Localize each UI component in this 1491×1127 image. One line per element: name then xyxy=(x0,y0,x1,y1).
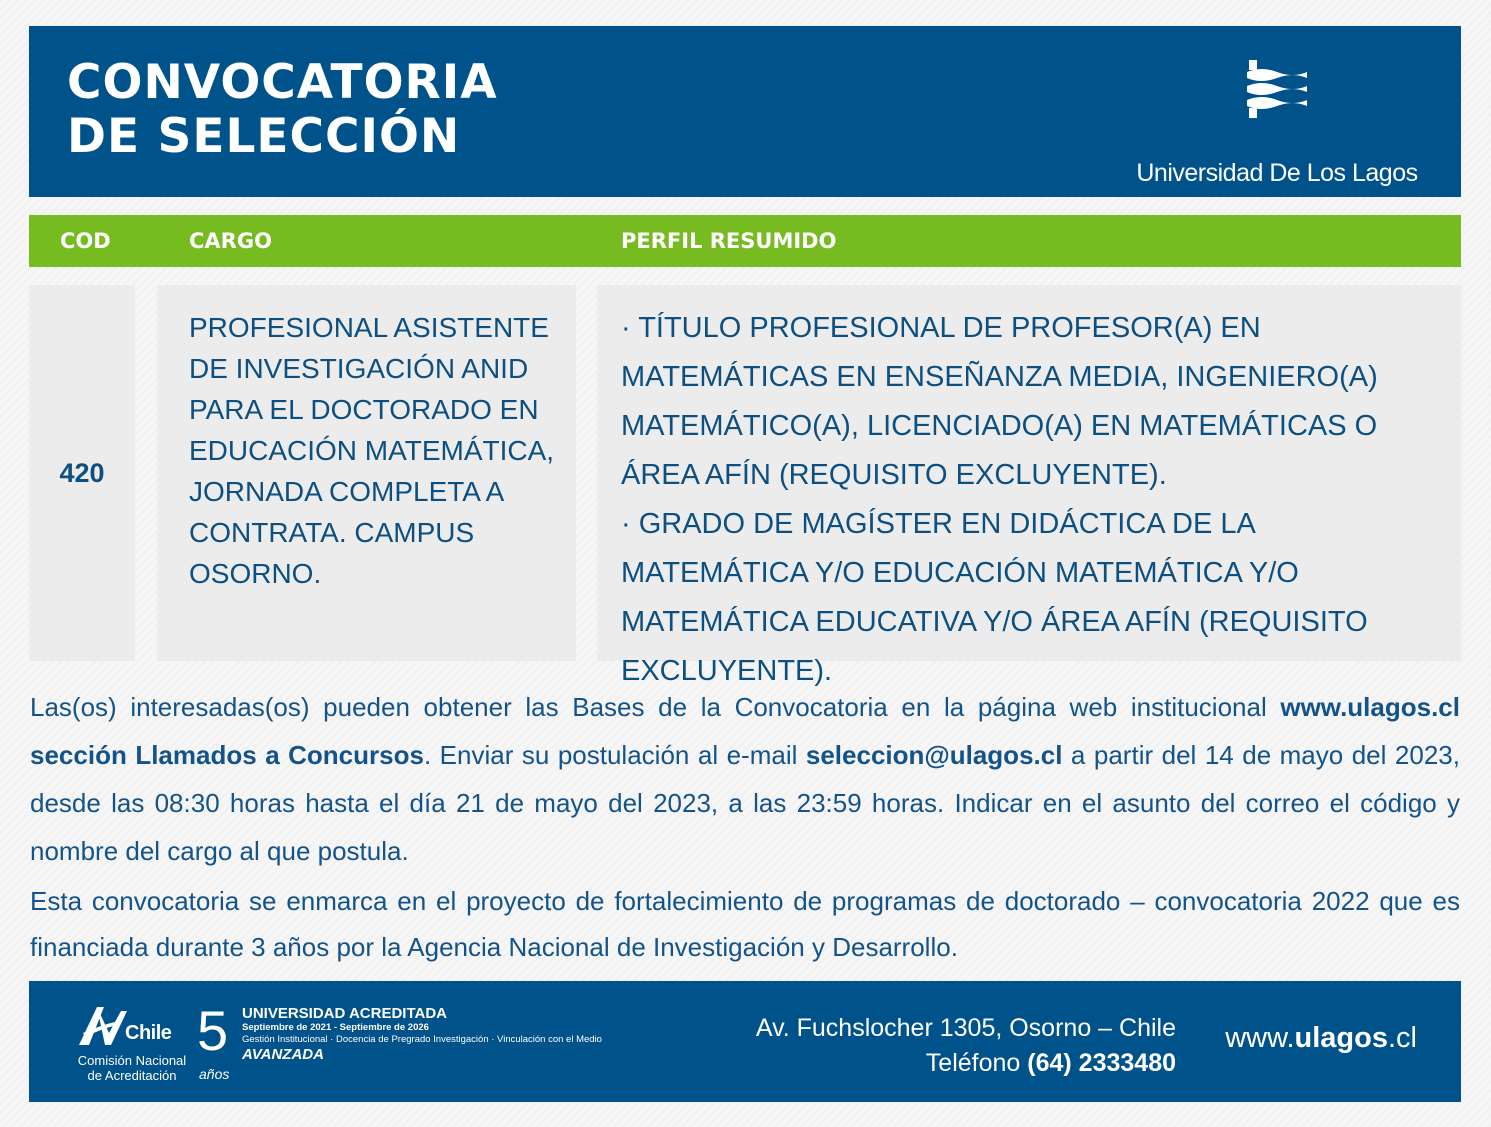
cna-logo xyxy=(67,1003,187,1085)
years-number: 5 xyxy=(197,999,229,1062)
accreditation-title: UNIVERSIDAD ACREDITADA xyxy=(242,1005,448,1022)
perfil-item-2: · GRADO DE MAGÍSTER EN DIDÁCTICA DE LA MATEMÁTICA Y/O EDUCACIÓN MATEMÁTICA Y/O MATEMÁTICA EDUCATIVA Y/O ÁREA AFÍN (REQUISITO EXCLUYENTE). xyxy=(621,508,1368,687)
contact-info xyxy=(756,1011,1176,1081)
years-word: años xyxy=(199,1066,230,1082)
title-line-2: DE SELECCIÓN xyxy=(67,109,461,164)
column-header-perfil: PERFIL RESUMIDO xyxy=(621,229,837,253)
email-link[interactable]: seleccion@ulagos.cl xyxy=(805,740,1063,770)
instructions-paragraph xyxy=(30,683,1460,875)
accreditation-dates: Septiembre de 2021 - Septiembre de 2026 xyxy=(242,1022,429,1033)
instructions-text-c: a partir del 14 de mayo del 2023, desde las 08:30 horas hasta el día 21 de mayo del 2023, a las 23:59 horas. Indicar en el asunto del correo el código y nombre del cargo al que postula. xyxy=(30,740,1460,866)
accreditation-areas: Gestión Institucional · Docencia de Pregrado Investigación · Vinculación con el Medio xyxy=(242,1034,602,1045)
phone-label: Teléfono xyxy=(925,1049,1028,1077)
cell-cargo xyxy=(157,285,576,661)
waves-icon xyxy=(1245,58,1309,122)
cod-value: 420 xyxy=(59,457,105,488)
table-header xyxy=(29,215,1461,267)
page-title xyxy=(67,56,498,164)
cargo-value: PROFESIONAL ASISTENTE DE INVESTIGACIÓN ANID PARA EL DOCTORADO EN EDUCACIÓN MATEMÁTICA, JORNADA COMPLETA A CONTRATA. CAMPUS OSORNO. xyxy=(189,312,555,589)
web-domain: ulagos xyxy=(1294,1022,1388,1054)
footer-website[interactable] xyxy=(1225,1022,1417,1055)
phone-number[interactable]: (64) 2333480 xyxy=(1027,1049,1176,1077)
instructions-text-a: Las(os) interesadas(os) pueden obtener las Bases de la Convocatoria en la página web institucional xyxy=(30,692,1281,722)
cna-name xyxy=(67,1053,197,1083)
header-banner xyxy=(29,26,1461,197)
cna-chile-label: Chile xyxy=(125,1022,172,1044)
title-line-1: CONVOCATORIA xyxy=(67,55,498,110)
cna-line-2: de Acreditación xyxy=(87,1068,177,1083)
web-prefix: www. xyxy=(1225,1022,1295,1054)
instructions-text-b: . Enviar su postulación al e-mail xyxy=(423,740,806,770)
university-name: Universidad De Los Lagos xyxy=(1136,159,1418,187)
university-logo xyxy=(1127,56,1427,186)
website-link[interactable]: www.ulagos.cl sección Llamados a Concursos xyxy=(30,692,1460,770)
cell-perfil xyxy=(597,285,1461,687)
column-header-cargo: CARGO xyxy=(189,229,272,253)
cna-line-1: Comisión Nacional xyxy=(77,1053,187,1068)
perfil-item-1: · TÍTULO PROFESIONAL DE PROFESOR(A) EN MATEMÁTICAS EN ENSEÑANZA MEDIA, INGENIERO(A) MATEMÁTICO(A), LICENCIADO(A) EN MATEMÁTICAS O ÁREA AFÍN (REQUISITO EXCLUYENTE). xyxy=(621,312,1378,491)
accreditation-level: AVANZADA xyxy=(242,1046,324,1063)
column-header-cod: COD xyxy=(60,229,111,253)
footer xyxy=(29,981,1461,1102)
phone xyxy=(756,1046,1176,1081)
cell-cod xyxy=(29,285,135,661)
accreditation-block xyxy=(242,1005,602,1065)
web-suffix: .cl xyxy=(1388,1022,1417,1054)
address: Av. Fuchslocher 1305, Osorno – Chile xyxy=(755,1014,1176,1042)
funding-paragraph: Esta convocatoria se enmarca en el proyecto de fortalecimiento de programas de doctorado – convocatoria 2022 que es financiada durante 3 años por la Agencia Nacional de Investigación y Desarrollo. xyxy=(30,886,1460,962)
